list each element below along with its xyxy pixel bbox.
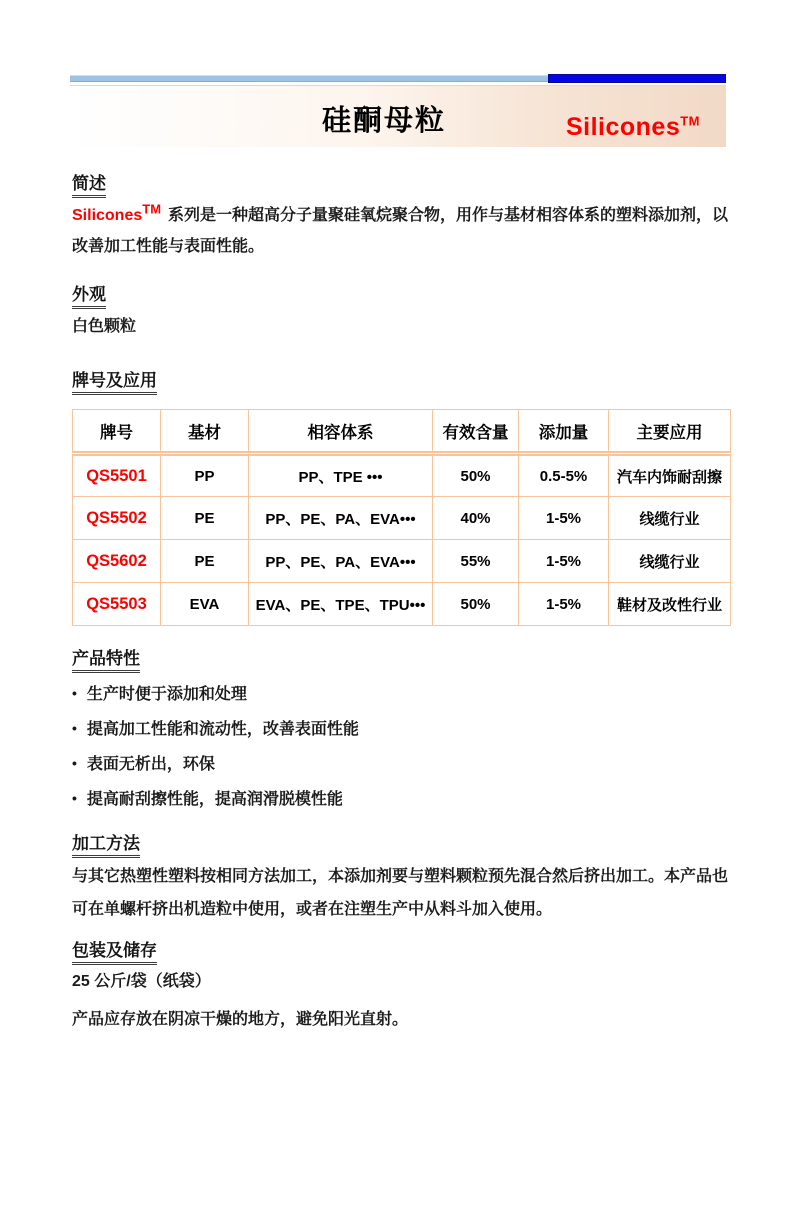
processing-text: 与其它热塑性塑料按相同方法加工，本添加剂要与塑料颗粒预先混合然后挤出加工。本产品也可在单螺杆挤出机造粒中使用，或者在注塑生产中从料斗加入使用。	[72, 868, 729, 918]
table-cell: 1-5%	[519, 540, 609, 583]
feature-item: • 提高加工性能和流动性，改善表面性能	[72, 712, 730, 747]
table-row	[73, 540, 731, 583]
table-cell: 0.5-5%	[519, 454, 609, 497]
top-rule-dark-segment	[548, 74, 726, 83]
grades-table-body	[73, 454, 731, 626]
feature-item: • 提高耐刮擦性能，提高润滑脱模性能	[72, 782, 730, 817]
grades-table-header-row	[73, 410, 731, 454]
table-cell: 线缆行业	[609, 540, 731, 583]
table-cell: EVA、PE、TPE、TPU•••	[249, 583, 433, 626]
table-cell: 50%	[433, 583, 519, 626]
table-row	[73, 583, 731, 626]
overview-text: 系列是一种超高分子量聚硅氧烷聚合物，用作与基材相容体系的塑料添加剂，以改善加工性能与表面性能。	[72, 207, 729, 255]
table-row	[73, 454, 731, 497]
features-heading: 产品特性	[72, 644, 730, 669]
table-cell: 汽车内饰耐刮擦	[609, 454, 731, 497]
grade-code-cell: QS5502	[73, 497, 161, 540]
column-header: 基材	[161, 410, 249, 454]
table-cell: 50%	[433, 454, 519, 497]
document-body	[72, 169, 730, 1037]
table-cell: 1-5%	[519, 583, 609, 626]
grades-table	[72, 409, 731, 626]
column-header: 添加量	[519, 410, 609, 454]
column-header: 相容体系	[249, 410, 433, 454]
packaging-heading: 包装及储存	[72, 936, 730, 961]
table-cell: PE	[161, 497, 249, 540]
table-cell: PP、TPE •••	[249, 454, 433, 497]
grades-heading: 牌号及应用	[72, 366, 730, 391]
top-rule	[70, 73, 726, 83]
packaging-storage-line: 产品应存放在阴凉干燥的地方，避免阳光直射。	[72, 1011, 409, 1028]
features-list	[72, 677, 730, 817]
appearance-text: 白色颗粒	[72, 318, 137, 335]
top-rule-light-segment	[70, 75, 548, 82]
table-cell: 鞋材及改性行业	[609, 583, 731, 626]
overview-paragraph	[72, 200, 730, 262]
table-cell: PP	[161, 454, 249, 497]
grade-code-cell: QS5602	[73, 540, 161, 583]
trademark-superscript-inline: TM	[142, 201, 162, 217]
brand-name: Silicones	[565, 113, 681, 141]
column-header: 有效含量	[433, 410, 519, 454]
table-cell: EVA	[161, 583, 249, 626]
title-banner	[70, 85, 726, 147]
column-header: 牌号	[73, 410, 161, 454]
table-cell: PP、PE、PA、EVA•••	[249, 540, 433, 583]
section-grades	[72, 366, 730, 626]
grade-code-cell: QS5503	[73, 583, 161, 626]
table-cell: 40%	[433, 497, 519, 540]
trademark-superscript: TM	[680, 113, 700, 129]
page-title: 硅酮母粒	[321, 105, 446, 137]
table-row	[73, 497, 731, 540]
brand-name-inline: Silicones	[72, 207, 143, 224]
table-cell: 线缆行业	[609, 497, 731, 540]
feature-item: • 生产时便于添加和处理	[72, 677, 730, 712]
section-overview	[72, 169, 730, 262]
brand-logo	[566, 113, 700, 142]
section-packaging	[72, 936, 730, 1037]
table-cell: 1-5%	[519, 497, 609, 540]
packaging-spec-line: 25 公斤/袋（纸袋）	[72, 973, 211, 990]
appearance-heading: 外观	[72, 280, 730, 305]
overview-heading: 简述	[72, 169, 730, 194]
section-appearance	[72, 280, 730, 342]
grade-code-cell: QS5501	[73, 454, 161, 497]
column-header: 主要应用	[609, 410, 731, 454]
table-cell: 55%	[433, 540, 519, 583]
section-features	[72, 644, 730, 817]
processing-heading: 加工方法	[72, 829, 730, 854]
feature-item: • 表面无析出，环保	[72, 747, 730, 782]
table-cell: PP、PE、PA、EVA•••	[249, 497, 433, 540]
datasheet-page	[0, 73, 800, 1205]
table-cell: PE	[161, 540, 249, 583]
section-processing	[72, 829, 730, 926]
